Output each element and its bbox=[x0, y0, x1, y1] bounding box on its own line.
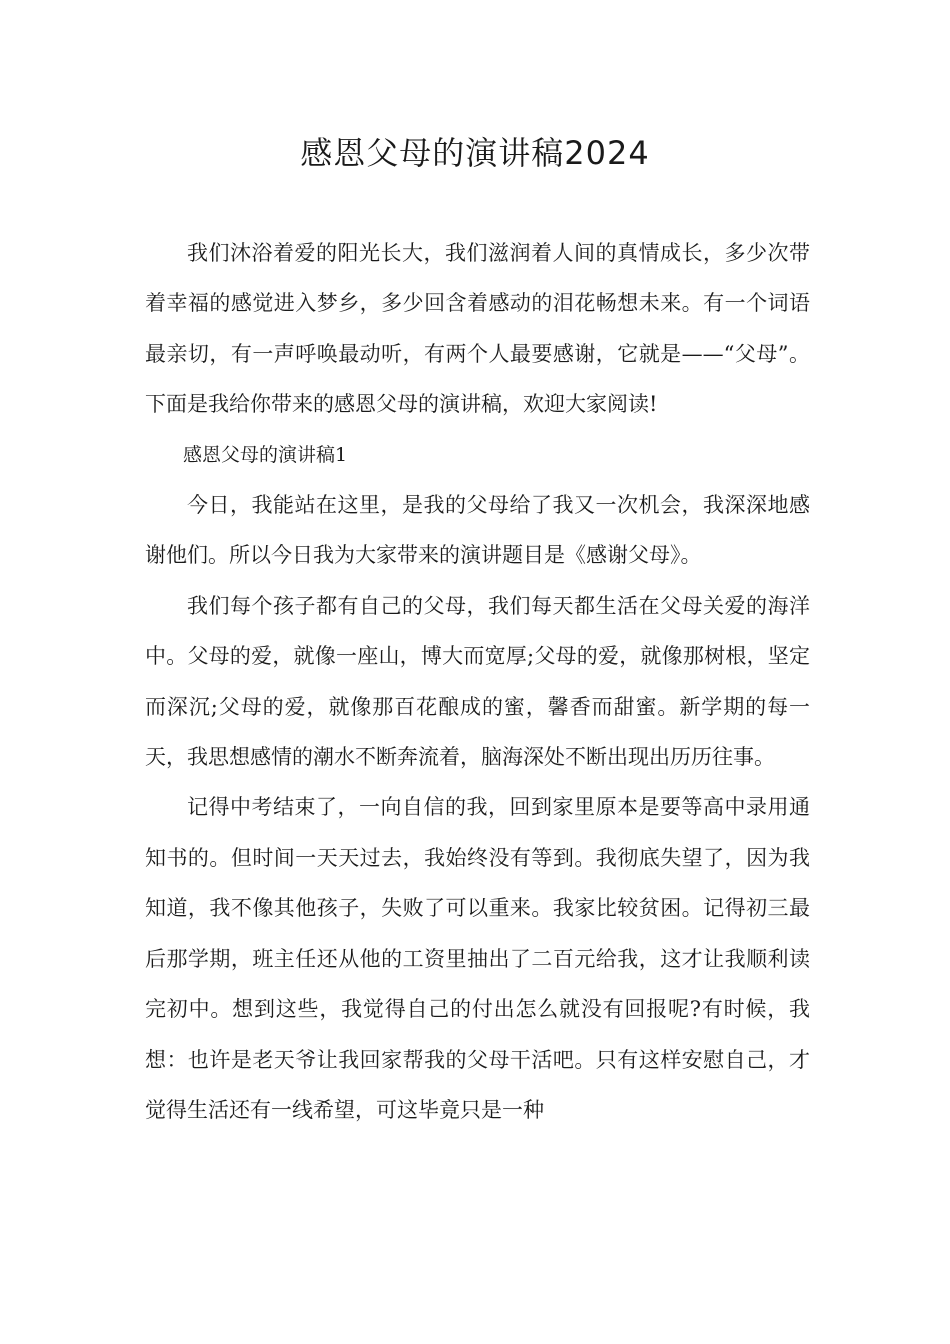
document-title: 感恩父母的演讲稿2024 bbox=[300, 134, 650, 172]
intro-paragraph: 我们沐浴着爱的阳光长大，我们滋润着人间的真情成长，多少次带着幸福的感觉进入梦乡，多少回含着感动的泪花畅想未来。有一个词语最亲切，有一声呼唤最动听，有两个人最要感谢，它就是——“父母”。下面是我给你带来的感恩父母的演讲稿，欢迎大家阅读! bbox=[145, 241, 810, 417]
body-paragraph: 今日，我能站在这里，是我的父母给了我又一次机会，我深深地感谢他们。所以今日我为大家带来的演讲题目是《感谢父母》。 bbox=[145, 493, 810, 568]
body-paragraph: 我们每个孩子都有自己的父母，我们每天都生活在父母关爱的海洋中。父母的爱，就像一座山，博大而宽厚;父母的爱，就像那树根，坚定而深沉;父母的爱，就像那百花酿成的蜜，馨香而甜蜜。新学期的每一天，我思想感情的潮水不断奔流着，脑海深处不断出现出历历往事。 bbox=[145, 593, 810, 770]
document-body bbox=[145, 228, 810, 1135]
body-paragraph: 记得中考结束了，一向自信的我，回到家里原本是要等高中录用通知书的。但时间一天天过去，我始终没有等到。我彻底失望了，因为我知道，我不像其他孩子，失败了可以重来。我家比较贫困。记得初三最后那学期，班主任还从他的工资里抽出了二百元给我，这才让我顺利读完初中。想到这些，我觉得自己的付出怎么就没有回报呢?有时候，我想：也许是老天爷让我回家帮我的父母干活吧。只有这样安慰自己，才觉得生活还有一线希望，可这毕竟只是一种 bbox=[145, 795, 810, 1122]
section-heading: 感恩父母的演讲稿1 bbox=[183, 443, 348, 466]
